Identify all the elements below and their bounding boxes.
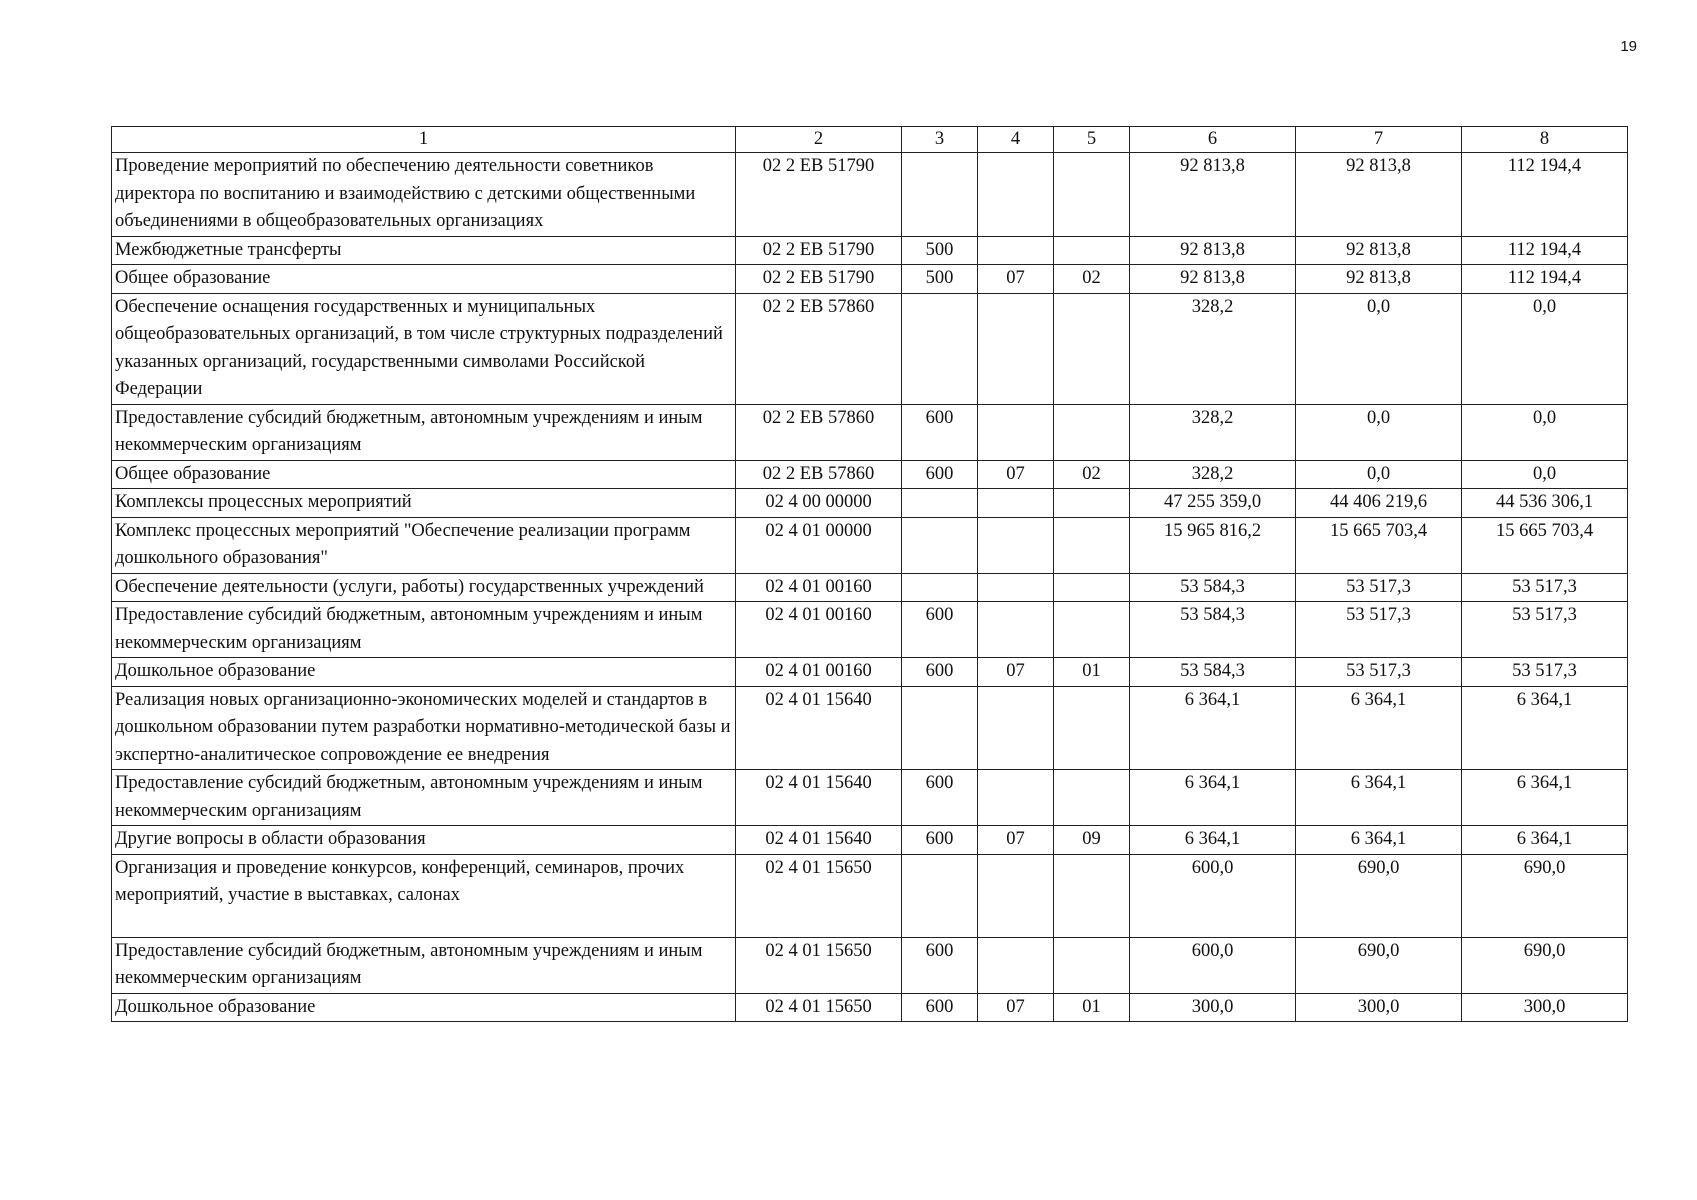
header-cell: 6 xyxy=(1130,127,1296,153)
table-row xyxy=(112,686,1628,770)
row-label-cell: Предоставление субсидий бюджетным, автономным учреждениям и иным некоммерческим организациям xyxy=(112,404,736,460)
row-label-cell: Предоставление субсидий бюджетным, автономным учреждениям и иным некоммерческим организациям xyxy=(112,937,736,993)
row-label-cell: Общее образование xyxy=(112,460,736,489)
row-value-cell: 6 364,1 xyxy=(1130,770,1296,826)
page-number: 19 xyxy=(1620,38,1637,55)
row-label-cell: Дошкольное образование xyxy=(112,993,736,1022)
row-value-cell xyxy=(1054,573,1130,602)
row-value-cell: 328,2 xyxy=(1130,293,1296,404)
row-value-cell: 0,0 xyxy=(1462,293,1628,404)
row-value-cell: 02 4 01 15640 xyxy=(736,770,902,826)
row-value-cell: 6 364,1 xyxy=(1296,770,1462,826)
row-label-cell: Предоставление субсидий бюджетным, автономным учреждениям и иным некоммерческим организациям xyxy=(112,602,736,658)
table-row xyxy=(112,236,1628,265)
row-value-cell: 600 xyxy=(902,826,978,855)
row-value-cell: 53 517,3 xyxy=(1296,658,1462,687)
row-value-cell: 02 4 01 15640 xyxy=(736,686,902,770)
row-value-cell: 15 965 816,2 xyxy=(1130,517,1296,573)
row-value-cell: 6 364,1 xyxy=(1130,686,1296,770)
row-value-cell xyxy=(902,293,978,404)
row-value-cell: 300,0 xyxy=(1296,993,1462,1022)
row-value-cell: 112 194,4 xyxy=(1462,265,1628,294)
table-row xyxy=(112,770,1628,826)
row-value-cell: 07 xyxy=(978,826,1054,855)
row-value-cell: 92 813,8 xyxy=(1130,153,1296,237)
row-label-cell: Реализация новых организационно-экономических моделей и стандартов в дошкольном образовании путем разработки нормативно-методической базы и экспертно-аналитическое сопровождение ее внедрения xyxy=(112,686,736,770)
row-value-cell: 02 4 00 00000 xyxy=(736,489,902,518)
table-row xyxy=(112,826,1628,855)
row-value-cell: 07 xyxy=(978,658,1054,687)
row-value-cell: 0,0 xyxy=(1462,460,1628,489)
row-value-cell xyxy=(978,854,1054,937)
row-value-cell xyxy=(1054,489,1130,518)
row-label-cell: Обеспечение деятельности (услуги, работы) государственных учреждений xyxy=(112,573,736,602)
row-value-cell xyxy=(978,770,1054,826)
row-value-cell: 92 813,8 xyxy=(1296,236,1462,265)
row-value-cell: 600 xyxy=(902,770,978,826)
row-value-cell: 02 4 01 00160 xyxy=(736,658,902,687)
row-value-cell: 600 xyxy=(902,602,978,658)
row-value-cell: 53 517,3 xyxy=(1462,658,1628,687)
row-value-cell xyxy=(1054,770,1130,826)
row-value-cell: 15 665 703,4 xyxy=(1296,517,1462,573)
row-value-cell: 02 4 01 00160 xyxy=(736,573,902,602)
header-cell: 7 xyxy=(1296,127,1462,153)
budget-table xyxy=(111,126,1628,1022)
row-value-cell xyxy=(978,602,1054,658)
row-value-cell: 09 xyxy=(1054,826,1130,855)
row-value-cell: 0,0 xyxy=(1296,404,1462,460)
row-value-cell xyxy=(1054,293,1130,404)
header-cell: 4 xyxy=(978,127,1054,153)
row-value-cell xyxy=(902,854,978,937)
row-value-cell xyxy=(902,573,978,602)
row-value-cell xyxy=(978,489,1054,518)
row-value-cell: 02 2 EB 57860 xyxy=(736,293,902,404)
row-value-cell: 500 xyxy=(902,236,978,265)
row-value-cell: 300,0 xyxy=(1462,993,1628,1022)
header-cell: 5 xyxy=(1054,127,1130,153)
row-label-cell: Обеспечение оснащения государственных и муниципальных общеобразовательных организаций, в том числе структурных подразделений указанных организаций, государственными символами Российской Федерации xyxy=(112,293,736,404)
row-value-cell xyxy=(1054,153,1130,237)
table-row xyxy=(112,460,1628,489)
row-value-cell: 02 2 EB 51790 xyxy=(736,236,902,265)
table-row xyxy=(112,489,1628,518)
row-value-cell xyxy=(978,404,1054,460)
header-cell: 3 xyxy=(902,127,978,153)
row-value-cell: 02 xyxy=(1054,265,1130,294)
row-value-cell xyxy=(1054,686,1130,770)
row-value-cell xyxy=(978,686,1054,770)
row-value-cell: 6 364,1 xyxy=(1130,826,1296,855)
table-row xyxy=(112,293,1628,404)
row-value-cell xyxy=(978,153,1054,237)
row-value-cell xyxy=(978,236,1054,265)
row-value-cell: 112 194,4 xyxy=(1462,236,1628,265)
row-value-cell xyxy=(1054,236,1130,265)
row-label-cell: Общее образование xyxy=(112,265,736,294)
row-value-cell xyxy=(978,573,1054,602)
row-value-cell: 02 2 EB 57860 xyxy=(736,404,902,460)
row-value-cell: 53 584,3 xyxy=(1130,573,1296,602)
row-value-cell: 47 255 359,0 xyxy=(1130,489,1296,518)
row-value-cell: 600 xyxy=(902,993,978,1022)
row-value-cell: 92 813,8 xyxy=(1296,265,1462,294)
row-value-cell: 6 364,1 xyxy=(1462,686,1628,770)
row-value-cell: 53 517,3 xyxy=(1296,602,1462,658)
row-value-cell xyxy=(978,293,1054,404)
row-value-cell: 600 xyxy=(902,937,978,993)
row-value-cell: 0,0 xyxy=(1296,460,1462,489)
row-value-cell: 02 4 01 15650 xyxy=(736,854,902,937)
row-value-cell: 53 517,3 xyxy=(1462,602,1628,658)
row-value-cell xyxy=(978,517,1054,573)
row-value-cell xyxy=(978,937,1054,993)
row-value-cell: 07 xyxy=(978,265,1054,294)
row-value-cell: 0,0 xyxy=(1296,293,1462,404)
row-value-cell: 01 xyxy=(1054,993,1130,1022)
table-row xyxy=(112,404,1628,460)
row-value-cell: 02 4 01 15650 xyxy=(736,937,902,993)
table-row xyxy=(112,265,1628,294)
row-value-cell: 690,0 xyxy=(1296,937,1462,993)
header-row xyxy=(112,127,1628,153)
row-value-cell xyxy=(1054,517,1130,573)
table-row xyxy=(112,602,1628,658)
row-value-cell: 92 813,8 xyxy=(1130,265,1296,294)
row-value-cell: 0,0 xyxy=(1462,404,1628,460)
row-value-cell: 92 813,8 xyxy=(1296,153,1462,237)
row-value-cell: 02 4 01 15640 xyxy=(736,826,902,855)
row-label-cell: Комплексы процессных мероприятий xyxy=(112,489,736,518)
row-value-cell: 328,2 xyxy=(1130,404,1296,460)
row-value-cell: 328,2 xyxy=(1130,460,1296,489)
row-value-cell: 07 xyxy=(978,993,1054,1022)
row-value-cell: 53 584,3 xyxy=(1130,602,1296,658)
table-row xyxy=(112,854,1628,937)
row-value-cell: 02 2 EB 57860 xyxy=(736,460,902,489)
row-value-cell xyxy=(902,153,978,237)
row-value-cell: 02 xyxy=(1054,460,1130,489)
row-value-cell: 02 2 EB 51790 xyxy=(736,265,902,294)
table-row xyxy=(112,153,1628,237)
row-value-cell: 600 xyxy=(902,404,978,460)
header-cell: 8 xyxy=(1462,127,1628,153)
row-value-cell: 02 4 01 00000 xyxy=(736,517,902,573)
row-label-cell: Межбюджетные трансферты xyxy=(112,236,736,265)
row-label-cell: Дошкольное образование xyxy=(112,658,736,687)
row-value-cell xyxy=(902,517,978,573)
table-row xyxy=(112,573,1628,602)
row-value-cell: 690,0 xyxy=(1462,854,1628,937)
row-value-cell: 6 364,1 xyxy=(1462,826,1628,855)
row-value-cell: 6 364,1 xyxy=(1296,686,1462,770)
row-label-cell: Организация и проведение конкурсов, конференций, семинаров, прочих мероприятий, участие в выставках, салонах xyxy=(112,854,736,937)
row-value-cell: 44 536 306,1 xyxy=(1462,489,1628,518)
row-value-cell: 15 665 703,4 xyxy=(1462,517,1628,573)
row-value-cell: 02 4 01 00160 xyxy=(736,602,902,658)
row-value-cell: 53 584,3 xyxy=(1130,658,1296,687)
row-value-cell: 112 194,4 xyxy=(1462,153,1628,237)
row-value-cell: 300,0 xyxy=(1130,993,1296,1022)
row-value-cell: 600 xyxy=(902,460,978,489)
row-value-cell xyxy=(1054,404,1130,460)
row-value-cell: 600,0 xyxy=(1130,854,1296,937)
row-value-cell: 01 xyxy=(1054,658,1130,687)
row-value-cell: 690,0 xyxy=(1462,937,1628,993)
row-value-cell: 6 364,1 xyxy=(1296,826,1462,855)
row-label-cell: Проведение мероприятий по обеспечению деятельности советников директора по воспитанию и взаимодействию с детскими общественными объединениями в общеобразовательных организациях xyxy=(112,153,736,237)
row-value-cell: 07 xyxy=(978,460,1054,489)
row-value-cell: 600 xyxy=(902,658,978,687)
row-value-cell: 44 406 219,6 xyxy=(1296,489,1462,518)
row-value-cell xyxy=(902,686,978,770)
table-row xyxy=(112,993,1628,1022)
table-row xyxy=(112,658,1628,687)
row-label-cell: Комплекс процессных мероприятий "Обеспечение реализации программ дошкольного образования" xyxy=(112,517,736,573)
row-value-cell xyxy=(902,489,978,518)
row-value-cell xyxy=(1054,937,1130,993)
row-value-cell: 500 xyxy=(902,265,978,294)
row-value-cell: 6 364,1 xyxy=(1462,770,1628,826)
row-value-cell: 92 813,8 xyxy=(1130,236,1296,265)
row-value-cell xyxy=(1054,854,1130,937)
row-label-cell: Предоставление субсидий бюджетным, автономным учреждениям и иным некоммерческим организациям xyxy=(112,770,736,826)
row-value-cell: 53 517,3 xyxy=(1296,573,1462,602)
row-value-cell: 02 2 EB 51790 xyxy=(736,153,902,237)
row-value-cell: 02 4 01 15650 xyxy=(736,993,902,1022)
header-cell: 2 xyxy=(736,127,902,153)
table-row xyxy=(112,517,1628,573)
table-row xyxy=(112,937,1628,993)
header-cell: 1 xyxy=(112,127,736,153)
row-value-cell xyxy=(1054,602,1130,658)
row-value-cell: 690,0 xyxy=(1296,854,1462,937)
row-value-cell: 53 517,3 xyxy=(1462,573,1628,602)
row-value-cell: 600,0 xyxy=(1130,937,1296,993)
row-label-cell: Другие вопросы в области образования xyxy=(112,826,736,855)
